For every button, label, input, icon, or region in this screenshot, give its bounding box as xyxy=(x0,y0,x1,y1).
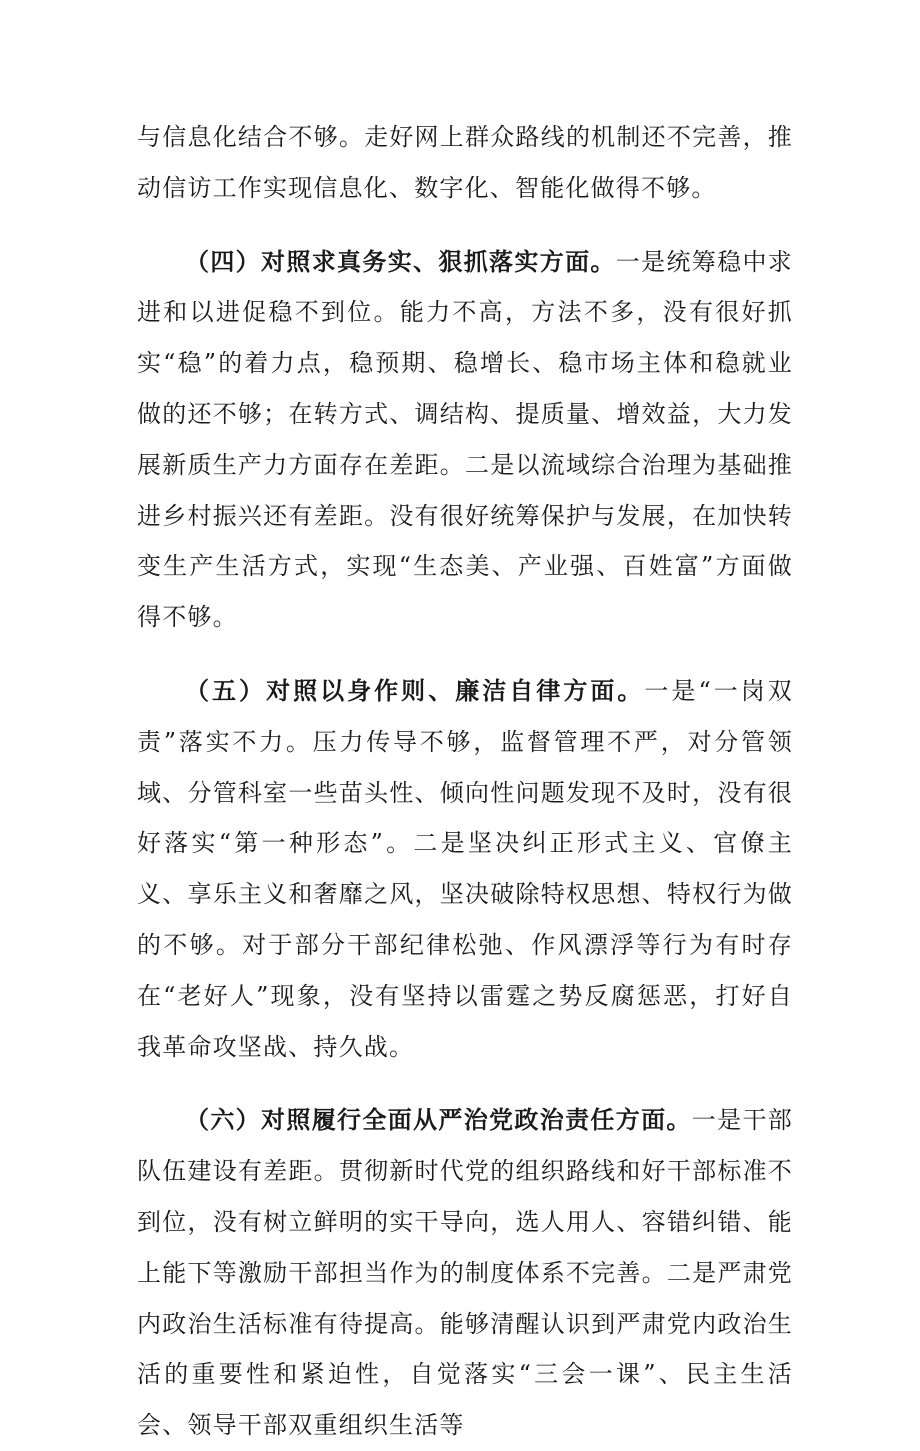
document-body xyxy=(137,112,793,1451)
paragraph-section-5 xyxy=(137,666,793,1072)
section-6-body: 一是干部队伍建设有差距。贯彻新时代党的组织路线和好干部标准不到位，没有树立鲜明的实干导向，选人用人、容错纠错、能上能下等激励干部担当作为的制度体系不完善。二是严肃党内政治生活标准有待提高。能够清醒认识到严肃党内政治生活的重要性和紧迫性，自觉落实“三会一课”、民主生活会、领导干部双重组织生活等 xyxy=(137,1106,793,1440)
paragraph-section-6 xyxy=(137,1095,793,1451)
section-5-heading: （五）对照以身作则、廉洁自律方面。 xyxy=(185,675,645,705)
paragraph-section-4 xyxy=(137,237,793,643)
paragraph-body-text: 与信息化结合不够。走好网上群众路线的机制还不完善，推动信访工作实现信息化、数字化、智能化做得不够。 xyxy=(137,123,793,202)
section-4-body: 一是统筹稳中求进和以进促稳不到位。能力不高，方法不多，没有很好抓实“稳”的着力点，稳预期、稳增长、稳市场主体和稳就业做的还不够；在转方式、调结构、提质量、增效益，大力发展新质生产力方面存在差距。二是以流域综合治理为基础推进乡村振兴还有差距。没有很好统筹保护与发展，在加快转变生产生活方式，实现“生态美、产业强、百姓富”方面做得不够。 xyxy=(137,247,793,632)
section-5-body: 一是“一岗双责”落实不力。压力传导不够，监督管理不严，对分管领域、分管科室一些苗头性、倾向性问题发现不及时，没有很好落实“第一种形态”。二是坚决纠正形式主义、官僚主义、享乐主义和奢靡之风，坚决破除特权思想、特权行为做的不够。对于部分干部纪律松弛、作风漂浮等行为有时存在“老好人”现象，没有坚持以雷霆之势反腐惩恶，打好自我革命攻坚战、持久战。 xyxy=(137,676,793,1061)
section-6-heading: （六）对照履行全面从严治党政治责任方面。 xyxy=(185,1105,692,1135)
paragraph-continuation xyxy=(137,112,793,214)
section-4-heading: （四）对照求真务实、狠抓落实方面。 xyxy=(185,246,616,276)
